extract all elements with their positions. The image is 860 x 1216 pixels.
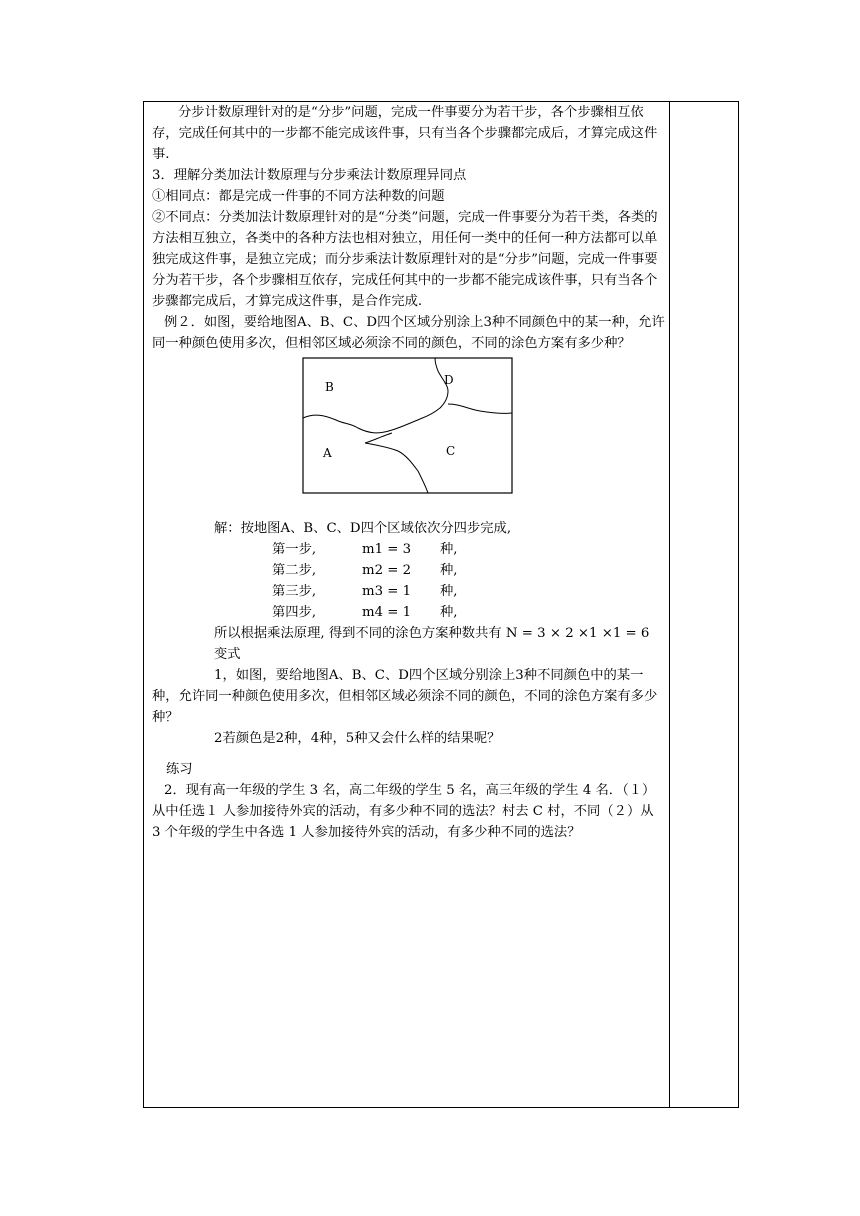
solution-steps bbox=[152, 539, 666, 623]
paragraph-similarity: ①相同点：都是完成一件事的不同方法种数的问题 bbox=[152, 189, 445, 204]
step-label: 第一步, bbox=[272, 542, 317, 557]
variant-title: 变式 bbox=[214, 647, 241, 662]
lesson-table bbox=[143, 101, 739, 1108]
notes-column bbox=[670, 102, 738, 1107]
paragraph-step-principle: 分步计数原理针对的是“分步”问题，完成一件事要分为若干步，各个步骤相互依存，完成任何其中的一步都不能完成该件事，只有当各个步骤都完成后，才算完成这件事. bbox=[152, 105, 658, 162]
map-label-a: A bbox=[323, 446, 332, 460]
paragraph-example-2: 例２．如图，要给地图A、B、C、D四个区域分别涂上3种不同颜色中的某一种，允许同一种颜色使用多次，但相邻区域必须涂不同的颜色，不同的涂色方案有多少种？ bbox=[152, 315, 665, 351]
step-label: 第二步, bbox=[272, 563, 317, 578]
step-label: 第三步, bbox=[272, 584, 317, 599]
step-unit: 种, bbox=[440, 563, 458, 578]
step-equation: m2 = 2 bbox=[362, 563, 412, 578]
solution-conclusion: 所以根据乘法原理, 得到不同的涂色方案种数共有 N = 3 × 2 ×1 ×1 = 6 bbox=[214, 626, 650, 641]
step-equation: m3 = 1 bbox=[362, 584, 412, 599]
solution-step bbox=[272, 581, 666, 602]
solution-step bbox=[272, 602, 666, 623]
step-equation: m1 = 3 bbox=[362, 542, 412, 557]
map-figure-container bbox=[152, 354, 666, 518]
practice-question: 2．现有高一年级的学生 3 名，高二年级的学生 5 名，高三年级的学生 4 名．（１）从中任选１ 人参加接待外宾的活动，有多少种不同的选法？村去 C 村，不同（２）从 3 个年级的学生中各选 1 人参加接待外宾的活动，有多少种不同的选法？ bbox=[152, 783, 658, 840]
paragraph-heading-3: 3．理解分类加法计数原理与分步乘法计数原理异同点 bbox=[152, 168, 467, 183]
solution-step bbox=[272, 539, 666, 560]
step-unit: 种, bbox=[440, 584, 458, 599]
lesson-content bbox=[152, 102, 666, 843]
step-equation: m4 = 1 bbox=[362, 605, 412, 620]
solution-step bbox=[272, 560, 666, 581]
variant-question-1: 1，如图，要给地图A、B、C、D四个区域分别涂上3种不同颜色中的某一种，允许同一种颜色使用多次，但相邻区域必须涂不同的颜色，不同的涂色方案有多少种？ bbox=[152, 668, 658, 725]
main-column bbox=[144, 102, 670, 1107]
step-unit: 种, bbox=[440, 605, 458, 620]
region-map-figure bbox=[302, 357, 514, 495]
solution-intro: 解：按地图A、B、C、D四个区域依次分四步完成, bbox=[214, 521, 512, 536]
variant-question-2: 2若颜色是2种，4种，5种又会什么样的结果呢？ bbox=[214, 731, 501, 746]
step-label: 第四步, bbox=[272, 605, 317, 620]
step-unit: 种, bbox=[440, 542, 458, 557]
practice-title: 练习 bbox=[166, 762, 193, 777]
map-label-b: B bbox=[325, 380, 334, 394]
paragraph-difference: ②不同点：分类加法计数原理针对的是“分类”问题，完成一件事要分为若干类，各类的方法相互独立，各类中的各种方法也相对独立，用任何一类中的任何一种方法都可以单独完成这件事，是独立完成；而分步乘法计数原理针对的是“分步”问题，完成一件事要分为若干步，各个步骤相互依存，完成任何其中的一步都不能完成该件事，只有当各个步骤都完成后，才算完成这件事，是合作完成. bbox=[152, 210, 658, 309]
map-label-c: C bbox=[446, 444, 456, 458]
map-label-d: D bbox=[444, 373, 454, 387]
